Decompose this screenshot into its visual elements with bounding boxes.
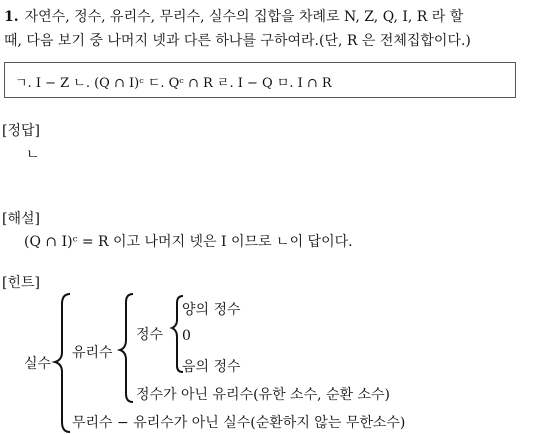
solution-text: (Q ∩ I)ᶜ = R 이고 나머지 넷은 I 이므로 ㄴ이 답이다. <box>24 234 353 250</box>
tree-rational: 유리수 <box>72 345 113 361</box>
question-number: 1. <box>4 9 19 25</box>
choices-text: ㄱ. I − Z ㄴ. (Q ∩ I)ᶜ ㄷ. Qᶜ ∩ R ㄹ. I − Q ㅁ. I ∩ R <box>15 76 332 91</box>
answer-label: [정답] <box>2 123 40 139</box>
brace-real <box>55 294 70 432</box>
solution-label: [해설] <box>2 211 40 227</box>
tree-zero: 0 <box>182 328 191 344</box>
tree-non-integer: 정수가 아닌 유리수(유한 소수, 순환 소수) <box>136 387 391 403</box>
tree-integer: 정수 <box>136 327 164 343</box>
tree-irrational: 무리수 − 유리수가 아닌 실수(순환하지 않는 무한소수) <box>72 415 406 431</box>
question-line-2: 때, 다음 보기 중 나머지 넷과 다른 하나를 구하여라.(단, R 은 전체집합이다.) <box>4 33 471 49</box>
hint-label: [힌트] <box>2 275 40 291</box>
tree-positive: 양의 정수 <box>182 302 241 318</box>
tree-negative: 음의 정수 <box>182 359 241 375</box>
tree-real: 실수 <box>24 356 52 372</box>
question-text-1: 자연수, 정수, 유리수, 무리수, 실수의 집합을 차례로 N, Z, Q, I, R 라 할 <box>24 9 464 25</box>
answer-value: ㄴ <box>26 147 40 163</box>
brace-rational <box>120 294 133 402</box>
